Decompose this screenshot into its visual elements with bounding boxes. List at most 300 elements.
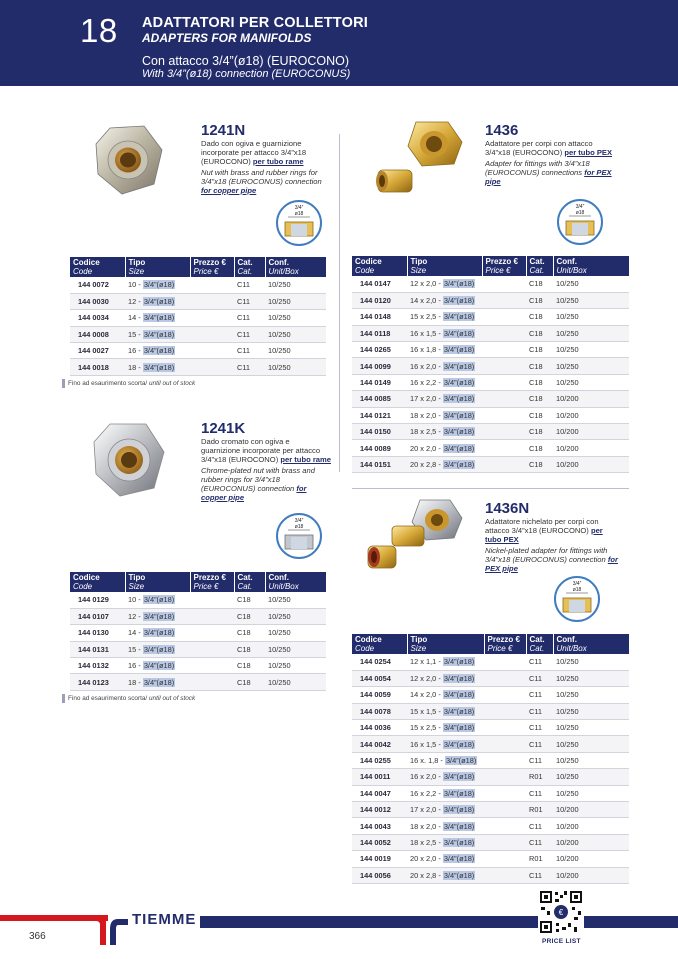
cell-box: 10/250	[265, 658, 326, 674]
cell-size	[407, 802, 484, 818]
cell-box: 10/200	[553, 456, 629, 472]
cell-cat: C18	[526, 424, 553, 440]
cell-size	[407, 292, 482, 308]
cell-box: 10/250	[553, 292, 629, 308]
size-value: 12 -	[128, 612, 141, 622]
col-box	[553, 634, 629, 654]
col-box	[265, 572, 326, 592]
footer-blue-band	[180, 916, 678, 928]
cell-box: 10/250	[553, 785, 629, 801]
table-row	[352, 654, 629, 670]
cell-size	[125, 658, 190, 674]
cell-size	[125, 608, 190, 624]
col-price	[190, 257, 234, 277]
cell-size	[407, 736, 484, 752]
cell-price	[190, 641, 234, 657]
pipe-link: for copper pipe	[201, 186, 257, 195]
note-italian: Fino ad esaurimento scorta/	[68, 380, 148, 388]
size-value: 14 -	[128, 313, 141, 323]
cell-code: 144 0059	[352, 687, 407, 703]
product-desc-english	[201, 466, 331, 502]
cell-cat: C11	[526, 752, 553, 768]
size-value: 15 x 1,5 -	[410, 706, 441, 716]
cell-size	[407, 818, 484, 834]
cell-size	[125, 592, 190, 608]
cell-price	[484, 703, 526, 719]
cell-size	[125, 277, 190, 293]
pipe-link: per tubo PEX	[485, 526, 603, 544]
cell-cat: C18	[526, 309, 553, 325]
cell-code: 144 0056	[352, 867, 407, 883]
cell-cat: C11	[234, 359, 265, 375]
cell-box: 10/250	[265, 641, 326, 657]
cell-price	[190, 674, 234, 690]
size-connection: 3/4”(ø18)	[443, 410, 475, 420]
cell-box: 10/250	[265, 293, 326, 309]
cell-size	[407, 276, 482, 292]
size-connection: 3/4”(ø18)	[443, 805, 475, 815]
price-table	[70, 257, 326, 376]
diagram-label-size: 3/4”	[575, 204, 585, 210]
table-row	[70, 277, 326, 293]
note-english: until out of stock	[149, 380, 196, 388]
col-label: Cat.	[529, 257, 545, 266]
col-label: Prezzo €	[487, 635, 520, 644]
cell-cat: C11	[526, 736, 553, 752]
table-row	[352, 276, 629, 292]
size-value: 14 x 2,0 -	[410, 296, 441, 306]
desc-text: Chrome-plated nut with brass and rubber rings for 3/4”x18 (EUROCONUS) connection	[201, 466, 315, 493]
cell-cat: C11	[234, 293, 265, 309]
col-label: Conf.	[556, 257, 577, 266]
size-connection: 3/4”(ø18)	[443, 739, 475, 749]
cell-code: 144 0072	[70, 277, 125, 293]
size-value: 15 -	[128, 644, 141, 654]
cell-cat: R01	[526, 802, 553, 818]
col-label: Tipo	[410, 257, 428, 266]
size-value: 10 -	[128, 280, 141, 290]
table-row	[352, 456, 629, 472]
cell-size	[407, 654, 484, 670]
connection-diagram	[276, 513, 322, 559]
col-label-en: Unit/Box	[268, 582, 299, 591]
cell-cat: C18	[526, 374, 553, 390]
cell-code: 144 0131	[70, 641, 125, 657]
size-connection: 3/4”(ø18)	[443, 443, 475, 453]
table-1241k	[70, 572, 326, 691]
cell-box: 10/200	[553, 440, 629, 456]
product-photo-1436	[368, 118, 464, 200]
col-label-en: Price €	[485, 266, 511, 275]
table-row	[70, 343, 326, 359]
table-row	[352, 358, 629, 374]
cell-box: 10/250	[553, 752, 629, 768]
col-label-en: Price €	[193, 582, 219, 591]
size-value: 10 -	[128, 595, 141, 605]
cell-size	[407, 834, 484, 850]
table-row	[352, 785, 629, 801]
table-body	[352, 276, 629, 473]
table-row	[352, 818, 629, 834]
size-value: 17 x 2,0 -	[410, 805, 441, 815]
cell-size	[125, 326, 190, 342]
size-connection: 3/4”(ø18)	[445, 756, 477, 766]
desc-text: Dado cromato con ogiva e guarnizione incorporate per attacco 3/4”x18 (EUROCONO)	[201, 437, 321, 464]
col-label: Tipo	[410, 635, 428, 644]
table-row	[352, 687, 629, 703]
cell-size	[407, 720, 484, 736]
cell-size	[407, 424, 482, 440]
size-value: 18 x 2,5 -	[410, 427, 441, 437]
col-label-en: Cat.	[529, 644, 545, 653]
size-connection: 3/4”(ø18)	[443, 296, 475, 306]
cell-cat: C18	[526, 407, 553, 423]
cell-box: 10/250	[553, 654, 629, 670]
size-value: 20 x 2,8 -	[410, 870, 441, 880]
cell-price	[482, 292, 526, 308]
product-desc-italian	[485, 139, 615, 157]
size-connection: 3/4”(ø18)	[443, 854, 475, 864]
subtitle-italian: Con attacco 3/4”(ø18) (EUROCONO)	[142, 54, 349, 68]
table-row	[352, 407, 629, 423]
cell-code: 144 0034	[70, 310, 125, 326]
col-price	[484, 634, 526, 654]
col-price	[190, 572, 234, 592]
size-value: 15 x 2,5 -	[410, 312, 441, 322]
cell-price	[190, 608, 234, 624]
table-row	[70, 326, 326, 342]
cell-code: 144 0047	[352, 785, 407, 801]
connection-diagram	[276, 200, 322, 246]
cell-box: 10/200	[553, 802, 629, 818]
diagram-label-size: 3/4”	[572, 581, 582, 587]
table-row	[352, 309, 629, 325]
note-marker	[62, 694, 65, 703]
cell-price	[484, 834, 526, 850]
product-info-1241n	[201, 122, 331, 195]
size-value: 16 x 1,8 -	[410, 345, 441, 355]
cell-price	[484, 670, 526, 686]
cell-cat: C11	[526, 785, 553, 801]
cell-price	[482, 407, 526, 423]
cell-price	[190, 359, 234, 375]
size-connection: 3/4”(ø18)	[143, 677, 175, 687]
table-1436n	[352, 634, 629, 884]
pipe-link: per tubo PEX	[564, 148, 613, 157]
col-label-en: Code	[73, 267, 93, 276]
cell-cat: C18	[526, 292, 553, 308]
cell-price	[484, 867, 526, 883]
cell-price	[484, 802, 526, 818]
col-size	[407, 634, 484, 654]
table-row	[70, 674, 326, 690]
cell-cat: C18	[526, 358, 553, 374]
cell-price	[482, 456, 526, 472]
col-cat	[234, 572, 265, 592]
cell-cat: C18	[526, 325, 553, 341]
size-connection: 3/4”(ø18)	[143, 612, 175, 622]
cell-price	[482, 424, 526, 440]
col-label-en: Cat.	[237, 267, 253, 276]
table-row	[352, 752, 629, 768]
cell-price	[482, 391, 526, 407]
product-info-1436n	[485, 500, 620, 573]
size-connection: 3/4”(ø18)	[443, 427, 475, 437]
col-cat	[526, 634, 553, 654]
cell-size	[407, 851, 484, 867]
cell-box: 10/250	[553, 358, 629, 374]
col-size	[125, 257, 190, 277]
table-row	[70, 641, 326, 657]
cell-price	[484, 851, 526, 867]
cell-cat: C18	[234, 625, 265, 641]
product-code: 1436N	[485, 500, 530, 517]
product-photo-1241k	[92, 420, 166, 498]
cell-code: 144 0019	[352, 851, 407, 867]
size-connection: 3/4”(ø18)	[143, 644, 175, 654]
size-value: 18 -	[128, 362, 141, 372]
subtitle-english: With 3/4”(ø18) connection (EUROCONUS)	[142, 68, 351, 80]
cell-price	[484, 818, 526, 834]
cell-code: 144 0011	[352, 769, 407, 785]
cell-cat: C18	[234, 674, 265, 690]
col-cat	[526, 256, 553, 276]
table-header	[70, 572, 326, 592]
size-connection: 3/4”(ø18)	[143, 329, 175, 339]
col-label: Codice	[73, 258, 100, 267]
pipe-link: for PEX pipe	[485, 168, 612, 186]
cell-cat: C11	[526, 654, 553, 670]
cell-box: 10/250	[553, 687, 629, 703]
cell-price	[190, 277, 234, 293]
col-label-en: Price €	[487, 644, 513, 653]
diagram-label-diameter: ø18	[575, 210, 585, 216]
col-label: Prezzo €	[193, 573, 226, 582]
product-desc-english	[201, 168, 331, 195]
cell-box: 10/250	[553, 342, 629, 358]
table-body	[70, 592, 326, 690]
cell-code: 144 0107	[70, 608, 125, 624]
col-label-en: Code	[355, 644, 375, 653]
col-label: Cat.	[237, 258, 253, 267]
cell-box: 10/250	[265, 625, 326, 641]
table-body	[352, 654, 629, 883]
cell-price	[484, 687, 526, 703]
col-code	[352, 256, 407, 276]
cell-cat: C18	[526, 391, 553, 407]
desc-text: Adapter for fittings with 3/4”x18 (EUROCONUS) connections	[485, 159, 590, 177]
cell-box: 10/200	[553, 818, 629, 834]
size-value: 16 -	[128, 346, 141, 356]
cell-price	[190, 592, 234, 608]
cell-size	[125, 359, 190, 375]
col-code	[70, 257, 125, 277]
table-row	[352, 851, 629, 867]
cell-code: 144 0149	[352, 374, 407, 390]
col-label: Conf.	[268, 258, 289, 267]
stock-note	[62, 694, 195, 703]
col-box	[265, 257, 326, 277]
cell-cat: C11	[234, 310, 265, 326]
cell-box: 10/200	[553, 407, 629, 423]
connection-diagram	[554, 576, 600, 622]
section-title	[142, 15, 368, 45]
size-connection: 3/4”(ø18)	[443, 674, 475, 684]
col-label-en: Code	[73, 582, 93, 591]
cell-box: 10/250	[265, 326, 326, 342]
size-connection: 3/4”(ø18)	[143, 346, 175, 356]
size-value: 12 -	[128, 297, 141, 307]
diagram-label-diameter: ø18	[294, 524, 304, 530]
size-value: 20 x 2,0 -	[410, 854, 441, 864]
table-row	[352, 834, 629, 850]
size-value: 15 -	[128, 329, 141, 339]
cell-code: 144 0030	[70, 293, 125, 309]
cell-price	[190, 326, 234, 342]
size-value: 20 x 2,8 -	[410, 459, 441, 469]
cell-cat: C11	[234, 277, 265, 293]
cell-code: 144 0150	[352, 424, 407, 440]
col-price	[482, 256, 526, 276]
diagram-label-diameter: ø18	[294, 211, 304, 217]
cell-code: 144 0052	[352, 834, 407, 850]
cell-code: 144 0118	[352, 325, 407, 341]
diagram-label-size: 3/4”	[294, 518, 304, 524]
cell-box: 10/250	[553, 736, 629, 752]
cell-box: 10/200	[553, 424, 629, 440]
cell-code: 144 0130	[70, 625, 125, 641]
size-connection: 3/4”(ø18)	[443, 837, 475, 847]
qr-code[interactable]	[538, 889, 584, 935]
cell-cat: C11	[526, 720, 553, 736]
cell-cat: C18	[234, 592, 265, 608]
cell-box: 10/250	[265, 310, 326, 326]
price-table	[352, 634, 629, 884]
cell-code: 144 0123	[70, 674, 125, 690]
product-desc-italian	[485, 517, 620, 544]
product-code: 1241K	[201, 420, 246, 437]
table-row	[352, 670, 629, 686]
col-label: Conf.	[268, 573, 289, 582]
cell-box: 10/250	[265, 674, 326, 690]
cell-size	[407, 309, 482, 325]
cell-price	[482, 276, 526, 292]
size-connection: 3/4”(ø18)	[143, 595, 175, 605]
size-connection: 3/4”(ø18)	[443, 361, 475, 371]
cell-size	[407, 407, 482, 423]
cell-size	[125, 310, 190, 326]
size-connection: 3/4”(ø18)	[443, 690, 475, 700]
footer-swoosh	[88, 915, 128, 945]
note-italian: Fino ad esaurimento scorta/	[68, 695, 148, 703]
cell-cat: C11	[234, 326, 265, 342]
page-number: 366	[29, 931, 46, 942]
cell-box: 10/250	[265, 343, 326, 359]
col-label: Codice	[355, 635, 382, 644]
cell-price	[482, 358, 526, 374]
size-connection: 3/4”(ø18)	[443, 345, 475, 355]
connection-diagram	[557, 199, 603, 245]
size-value: 17 x 2,0 -	[410, 394, 441, 404]
cell-code: 144 0255	[352, 752, 407, 768]
cell-cat: C11	[526, 834, 553, 850]
size-connection: 3/4”(ø18)	[443, 312, 475, 322]
col-label-en: Size	[128, 267, 145, 276]
table-row	[70, 608, 326, 624]
table-row	[352, 342, 629, 358]
col-label: Cat.	[529, 635, 545, 644]
cell-size	[125, 343, 190, 359]
col-label: Tipo	[128, 573, 146, 582]
cell-size	[407, 687, 484, 703]
size-connection: 3/4”(ø18)	[143, 661, 175, 671]
cell-box: 10/250	[553, 720, 629, 736]
cell-size	[125, 293, 190, 309]
size-connection: 3/4”(ø18)	[143, 313, 175, 323]
col-box	[553, 256, 629, 276]
cell-code: 144 0121	[352, 407, 407, 423]
size-value: 12 x 2,0 -	[410, 279, 441, 289]
size-connection: 3/4”(ø18)	[443, 788, 475, 798]
table-row	[352, 440, 629, 456]
size-connection: 3/4”(ø18)	[443, 328, 475, 338]
col-label: Codice	[355, 257, 382, 266]
size-connection: 3/4”(ø18)	[443, 394, 475, 404]
table-body	[70, 277, 326, 375]
cell-cat: C11	[526, 703, 553, 719]
table-header	[70, 257, 326, 277]
table-row	[352, 703, 629, 719]
table-row	[70, 310, 326, 326]
pipe-link: for copper pipe	[201, 484, 307, 502]
diagram-label-size: 3/4”	[294, 205, 304, 211]
col-label: Prezzo €	[485, 257, 518, 266]
cell-price	[484, 720, 526, 736]
size-value: 16 x 2,2 -	[410, 788, 441, 798]
size-value: 16 x. 1,8 -	[410, 756, 443, 766]
cell-cat: C18	[526, 342, 553, 358]
table-row	[352, 374, 629, 390]
cell-size	[407, 440, 482, 456]
table-row	[352, 736, 629, 752]
cell-cat: R01	[526, 769, 553, 785]
price-table	[70, 572, 326, 691]
cell-cat: C11	[526, 670, 553, 686]
col-label: Prezzo €	[193, 258, 226, 267]
product-code: 1436	[485, 122, 519, 139]
cell-code: 144 0147	[352, 276, 407, 292]
cell-cat: C11	[526, 818, 553, 834]
cell-box: 10/250	[553, 374, 629, 390]
pipe-link: per tubo rame	[252, 157, 304, 166]
cell-size	[407, 670, 484, 686]
desc-text: Nut with brass and rubber rings for 3/4”x18 (EUROCONUS) connection	[201, 168, 322, 186]
qr-label: PRICE LIST	[542, 938, 581, 945]
cell-price	[190, 658, 234, 674]
cell-price	[484, 769, 526, 785]
row-divider	[352, 488, 629, 489]
table-row	[352, 325, 629, 341]
size-connection: 3/4”(ø18)	[443, 772, 475, 782]
cell-cat: C11	[234, 343, 265, 359]
size-value: 12 x 1,1 -	[410, 657, 441, 667]
size-connection: 3/4”(ø18)	[443, 279, 475, 289]
size-value: 16 -	[128, 661, 141, 671]
cell-cat: C18	[526, 440, 553, 456]
cell-price	[190, 625, 234, 641]
size-connection: 3/4”(ø18)	[443, 657, 475, 667]
product-code: 1241N	[201, 122, 246, 139]
